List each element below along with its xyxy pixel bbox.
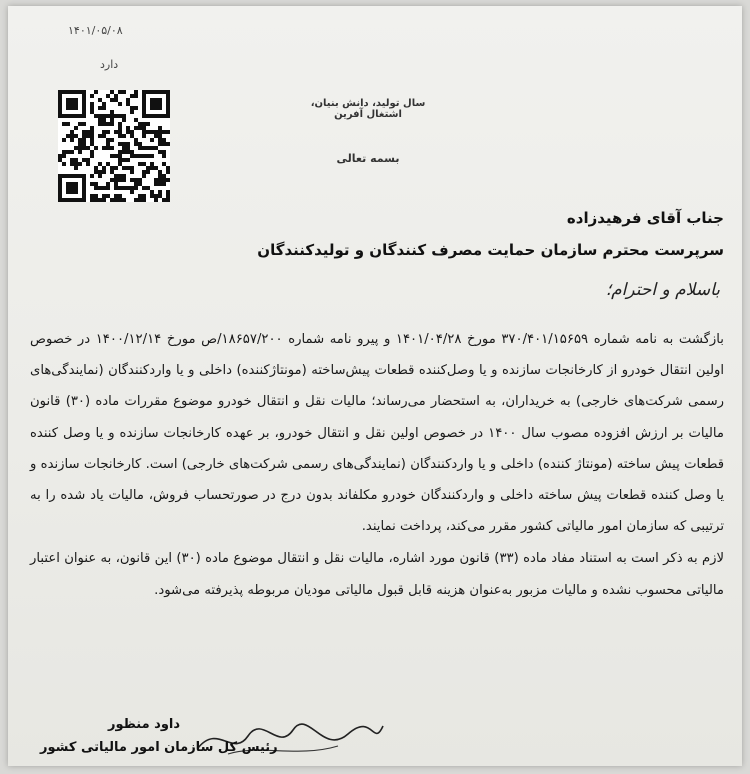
qr-code	[58, 90, 170, 202]
greeting: باسلام و احترام؛	[605, 280, 720, 300]
addressee-title: سرپرست محترم سازمان حمایت مصرف کنندگان و تولیدکنندگان	[257, 241, 724, 259]
year-motto: سال تولید، دانش بنیان، اشتغال آفرین	[310, 98, 426, 120]
letter-page	[8, 6, 742, 766]
signatory-title: رئیس کل سازمان امور مالیاتی کشور	[40, 740, 278, 755]
attachment-note: دارد	[100, 58, 119, 71]
addressee-block	[204, 202, 724, 266]
body-paragraph-2: لازم به ذکر است به استناد مفاد ماده (۳۳) قانون مورد اشاره، مالیات نقل و انتقال موضوع ماده (۳۰) این قانون، به عنوان اعتبار مالیاتی محسوب نشده و مالیات مزبور به‌عنوان هزینه قابل قبول مالیاتی مودیان مربوطه پذیرفته می‌شود.	[30, 551, 725, 598]
addressee-name: جناب آقای فرهیدزاده	[566, 209, 724, 227]
invocation: بسمه تعالی	[336, 152, 400, 165]
body-paragraph-1: بازگشت به نامه شماره ۳۷۰/۴۰۱/۱۵۶۵۹ مورخ ۱۴۰۱/۰۴/۲۸ و پیرو نامه شماره ۱۸۶۵۷/۲۰۰/ص مورخ ۱۴۰۰/۱۲/۱۴ در خصوص اولین انتقال خودرو از کارخانجات سازنده و یا وصل‌کننده قطعات پیش‌ساخته (مونتاژکننده) داخلی و یا واردکنندگان (نمایندگی‌های رسمی شرکت‌های خارجی) به خریداران، به استحضار می‌رساند؛ مالیات نقل و انتقال خودرو موضوع مقررات ماده (۳۰) قانون مالیات بر ارزش افزوده مصوب سال ۱۴۰۰ در خصوص اولین نقل و انتقال خودرو، بر عهده کارخانجات سازنده و یا وصل کننده قطعات پیش ساخته (مونتاژ کننده) داخلی و یا واردکنندگان (نمایندگی‌های رسمی شرکت‌های خارجی) است. کارخانجات سازنده و یا وصل کننده قطعات پیش ساخته داخلی و واردکنندگان خودرو مکلفاند بدون درج در صورتحساب فروش، مالیات یاد شده را به ترتیبی که سازمان امور مالیاتی کشور مقرر می‌کند، پرداخت نمایند.	[30, 332, 724, 535]
letter-date: ۱۴۰۱/۰۵/۰۸	[68, 24, 123, 37]
signatory-name: داود منظور	[108, 717, 181, 732]
letter-body	[30, 324, 724, 606]
